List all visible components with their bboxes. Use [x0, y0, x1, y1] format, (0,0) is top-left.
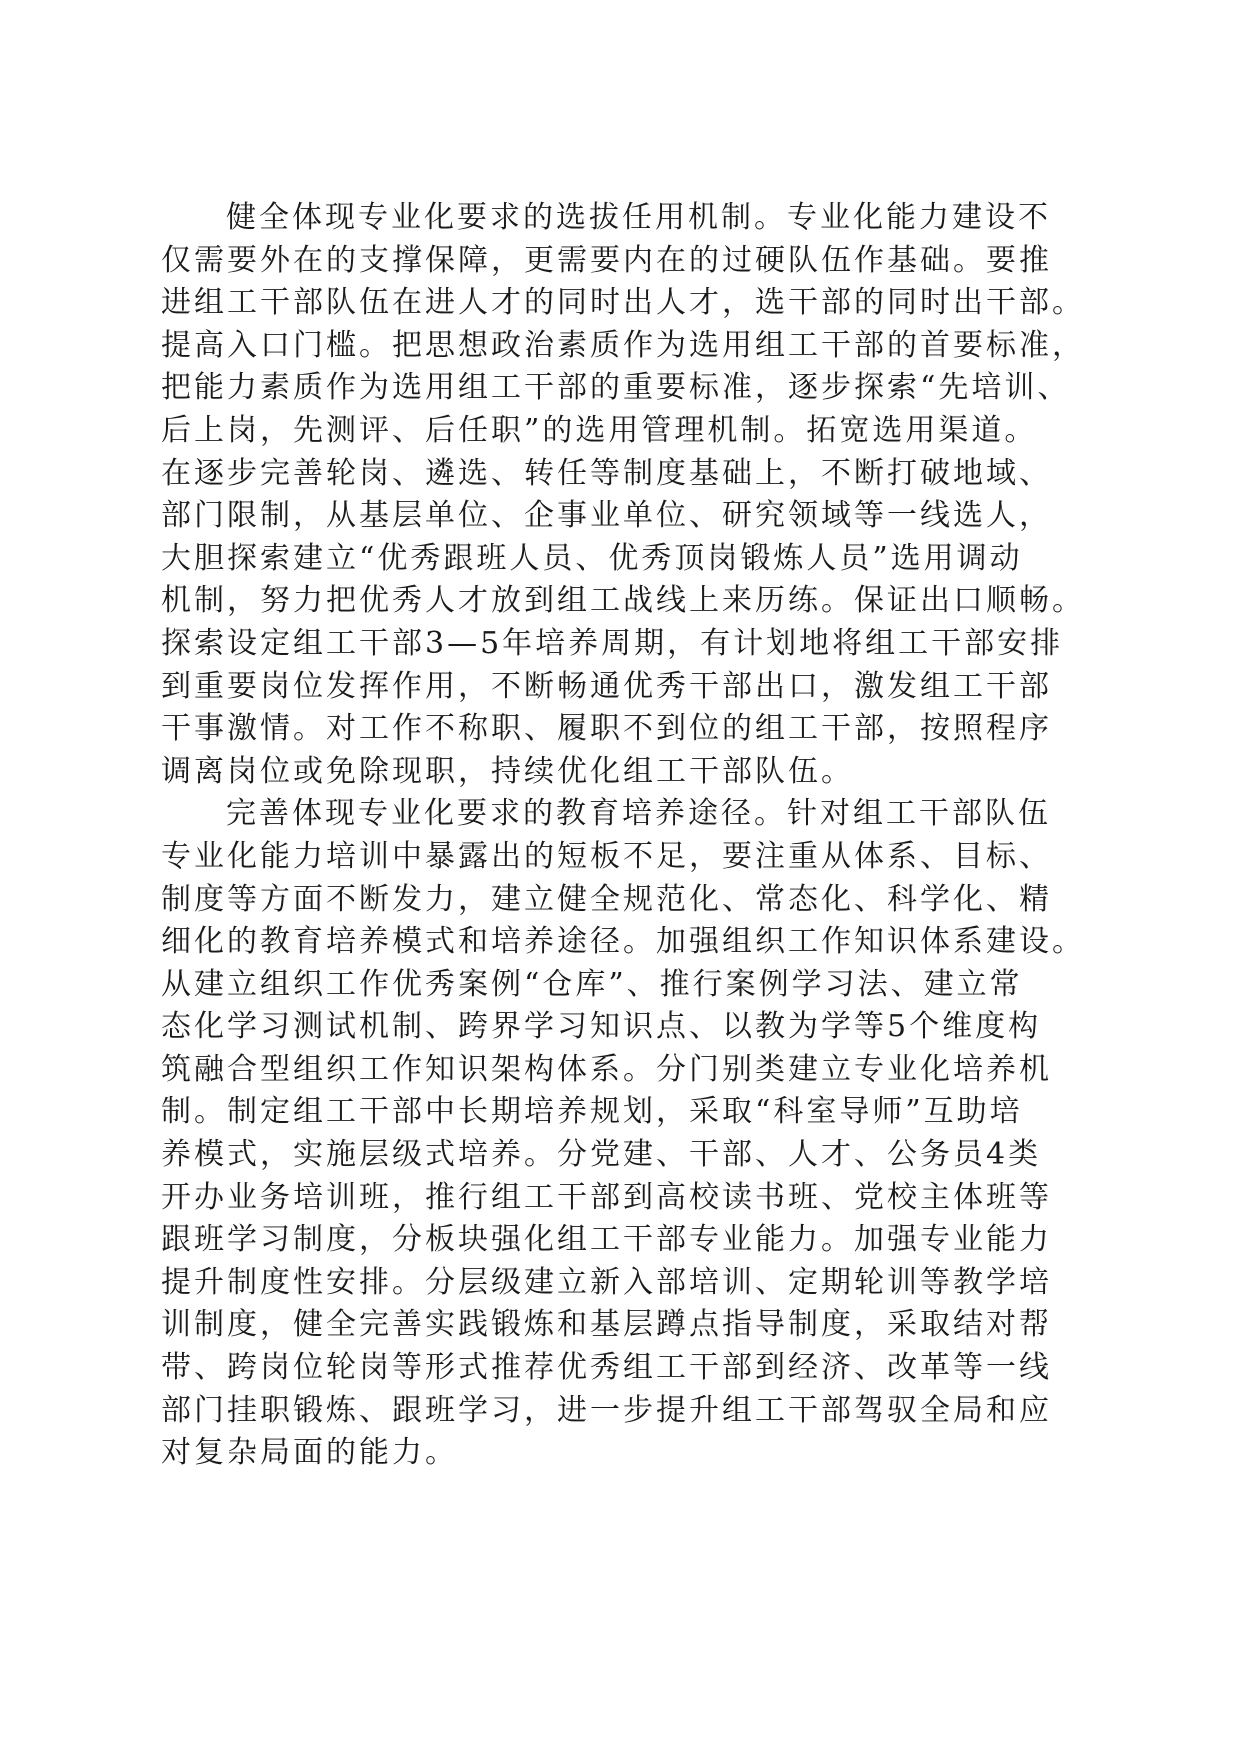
paragraph-1-line: 到重要岗位发挥作用，不断畅通优秀干部出口，激发组工干部	[161, 668, 1052, 704]
paragraph-2-line: 从建立组织工作优秀案例“仓库”、推行案例学习法、建立常	[161, 966, 1023, 1002]
paragraph-1-line: 把能力素质作为选用组工干部的重要标准，逐步探索“先培训、	[161, 370, 1071, 406]
paragraph-1-line: 仅需要外在的支撑保障，更需要内在的过硬队伍作基础。要推	[161, 242, 1052, 278]
paragraph-1-line: 探索设定组工干部3—5年培养周期，有计划地将组工干部安排	[161, 625, 1064, 661]
paragraph-1-line: 后上岗，先测评、后任职”的选用管理机制。拓宽选用渠道。	[161, 412, 1038, 448]
paragraph-1-line: 进组工干部队伍在进人才的同时出人才，选干部的同时出干部。	[161, 285, 1085, 321]
paragraph-2-line: 训制度，健全完善实践锻炼和基层蹲点指导制度，采取结对帮	[161, 1307, 1052, 1343]
paragraph-1-line: 机制，努力把优秀人才放到组工战线上来历练。保证出口顺畅。	[161, 583, 1085, 619]
paragraph-1-line: 提高入口门槛。把思想政治素质作为选用组工干部的首要标准，	[161, 327, 1085, 363]
paragraph-2-line: 制。制定组工干部中长期培养规划，采取“科室导师”互助培	[161, 1094, 1023, 1130]
paragraph-2-line: 筑融合型组织工作知识架构体系。分门别类建立专业化培养机	[161, 1051, 1052, 1087]
paragraph-2-line: 制度等方面不断发力，建立健全规范化、常态化、科学化、精	[161, 881, 1052, 917]
paragraph-1-line: 部门限制，从基层单位、企事业单位、研究领域等一线选人，	[161, 498, 1052, 534]
paragraph-1-line: 在逐步完善轮岗、遴选、转任等制度基础上，不断打破地域、	[161, 455, 1052, 491]
paragraph-2-line: 开办业务培训班，推行组工干部到高校读书班、党校主体班等	[161, 1179, 1052, 1215]
paragraph-2-line: 跟班学习制度，分板块强化组工干部专业能力。加强专业能力	[161, 1222, 1052, 1258]
paragraph-1-line: 大胆探索建立“优秀跟班人员、优秀顶岗锻炼人员”选用调动	[161, 540, 1023, 576]
paragraph-2-line: 部门挂职锻炼、跟班学习，进一步提升组工干部驾驭全局和应	[161, 1392, 1052, 1428]
paragraph-2-line: 对复杂局面的能力。	[161, 1435, 458, 1471]
paragraph-2-line: 养模式，实施层级式培养。分党建、干部、人才、公务员4类	[161, 1137, 1042, 1173]
paragraph-1-line: 干事激情。对工作不称职、履职不到位的组工干部，按照程序	[161, 711, 1052, 747]
document-body	[161, 197, 1101, 1475]
paragraph-2-line: 专业化能力培训中暴露出的短板不足，要注重从体系、目标、	[161, 838, 1052, 874]
paragraph-1-line: 健全体现专业化要求的选拔任用机制。专业化能力建设不	[226, 200, 1051, 235]
paragraph-2-line: 提升制度性安排。分层级建立新入部培训、定期轮训等教学培	[161, 1264, 1052, 1300]
paragraph-2-line: 细化的教育培养模式和培养途径。加强组织工作知识体系建设。	[161, 924, 1085, 960]
paragraph-2-line: 态化学习测试机制、跨界学习知识点、以教为学等5个维度构	[161, 1009, 1042, 1045]
paragraph-2-line: 完善体现专业化要求的教育培养途径。针对组工干部队伍	[226, 796, 1051, 832]
paragraph-2-line: 带、跨岗位轮岗等形式推荐优秀组工干部到经济、改革等一线	[161, 1350, 1052, 1386]
paragraph-1-line: 调离岗位或免除现职，持续优化组工干部队伍。	[161, 753, 854, 789]
